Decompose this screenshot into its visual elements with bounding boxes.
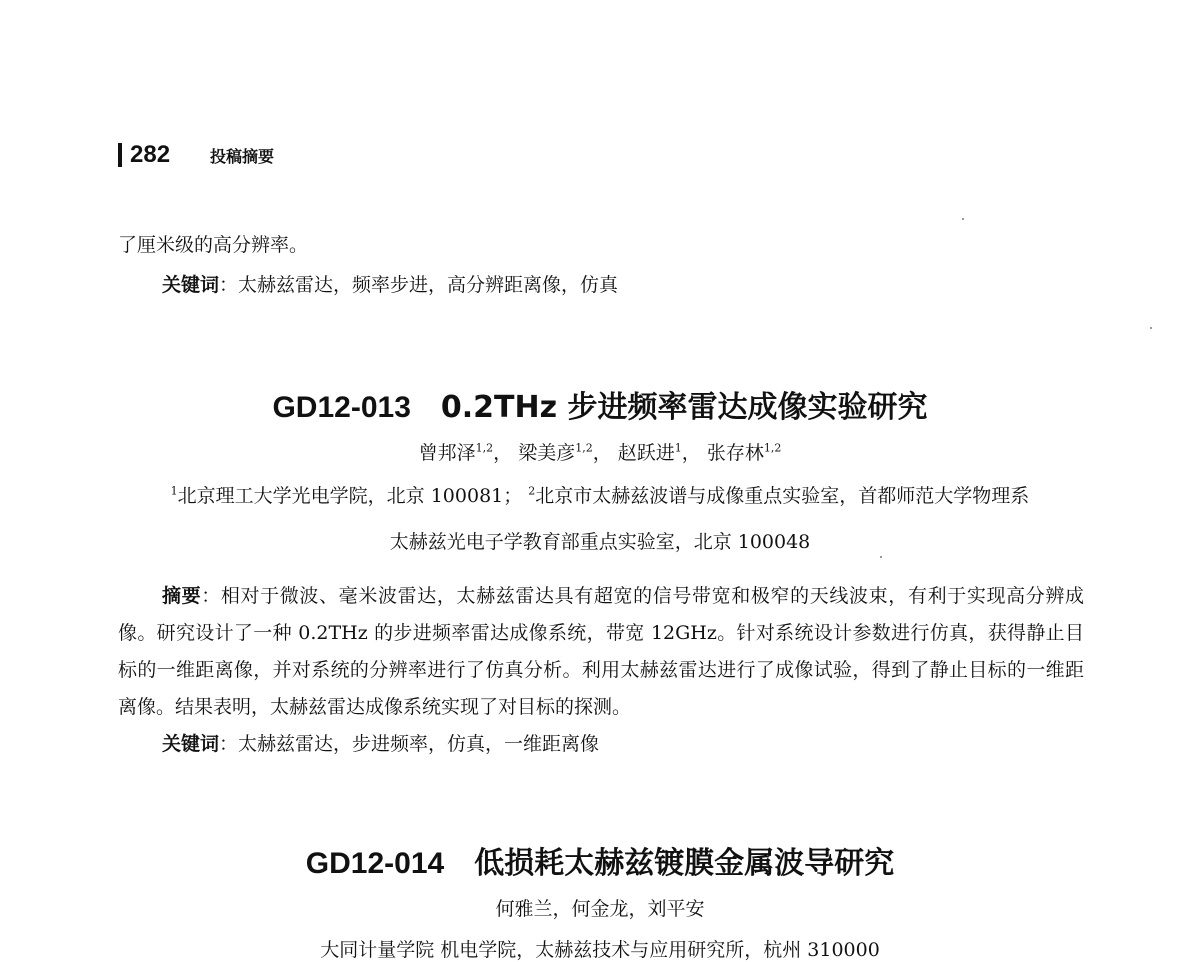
header-rule <box>118 143 122 167</box>
article-keywords <box>162 727 1084 761</box>
page-number: 282 <box>130 141 171 168</box>
article-title <box>0 382 1200 426</box>
affiliation-line-partial: 大同计量学院 机电学院，太赫兹技术与应用研究所，杭州 310000 <box>320 939 880 961</box>
affiliation-mark: 1 <box>170 484 178 498</box>
keywords-text: 太赫兹雷达，频率步进，高分辨距离像，仿真 <box>238 274 619 296</box>
running-title: 投稿摘要 <box>210 147 275 166</box>
keywords-text: 太赫兹雷达，步进频率，仿真，一维距离像 <box>238 733 600 755</box>
abstract-colon: ： <box>201 585 221 607</box>
author-name: 赵跃进 <box>617 442 675 464</box>
continued-paragraph: 了厘米级的高分辨率。 <box>118 234 309 256</box>
affiliation-line: 太赫兹光电子学教育部重点实验室，北京 100048 <box>389 531 811 553</box>
previous-keywords <box>162 268 1084 302</box>
author-name: 曾邦泽 <box>418 442 476 464</box>
author-name: 梁美彦 <box>518 442 576 464</box>
author-affiliation-mark: 1,2 <box>575 441 593 455</box>
affiliation-text: 北京理工大学光电学院，北京 100081； <box>177 485 523 507</box>
keywords-label: 关键词 <box>162 733 220 755</box>
author-affiliation-mark: 1 <box>674 441 682 455</box>
keywords-colon: ： <box>219 733 239 755</box>
article-title-text: 0.2THz 步进频率雷达成像实验研究 <box>440 390 928 425</box>
abstract-paragraph <box>118 578 1084 726</box>
author-separator: ， <box>681 442 701 464</box>
keywords-label: 关键词 <box>162 274 220 296</box>
author-separator: ， <box>493 442 513 464</box>
article-title <box>0 838 1200 882</box>
abstract-label: 摘要 <box>162 585 202 607</box>
author-list: 何雅兰，何金龙，刘平安 <box>495 898 705 920</box>
author-name: 张存林 <box>706 442 764 464</box>
article-code: GD12-013 <box>272 391 411 424</box>
affiliation-line <box>0 481 1200 508</box>
affiliation-text: 北京市太赫兹波谱与成像重点实验室，首都师范大学物理系 <box>535 485 1030 507</box>
scan-speck <box>962 218 964 220</box>
author-affiliation-mark: 1,2 <box>475 441 494 455</box>
article-code: GD12-014 <box>305 847 445 880</box>
author-separator: ， <box>592 442 612 464</box>
author-affiliation-mark: 1,2 <box>763 441 782 455</box>
author-list <box>0 438 1200 465</box>
keywords-colon: ： <box>219 274 239 296</box>
scan-speck <box>1150 327 1152 329</box>
abstract-text: 相对于微波、毫米波雷达，太赫兹雷达具有超宽的信号带宽和极窄的天线波束，有利于实现高分辨成像。研究设计了一种 0.2THz 的步进频率雷达成像系统，带宽 12GHz。针对系统设计参数进行仿真，获得静止目标的一维距离像，并对系统的分辨率进行了仿真分析。利用太赫兹雷达进行了成像试验，得到了静止目标的一维距离像。结果表明，太赫兹雷达成像系统实现了对目标的探测。 <box>118 585 1084 718</box>
affiliation-mark: 2 <box>528 484 536 498</box>
running-header <box>118 141 274 169</box>
scan-speck <box>880 556 882 558</box>
article-title-text: 低损耗太赫兹镀膜金属波导研究 <box>474 846 895 881</box>
